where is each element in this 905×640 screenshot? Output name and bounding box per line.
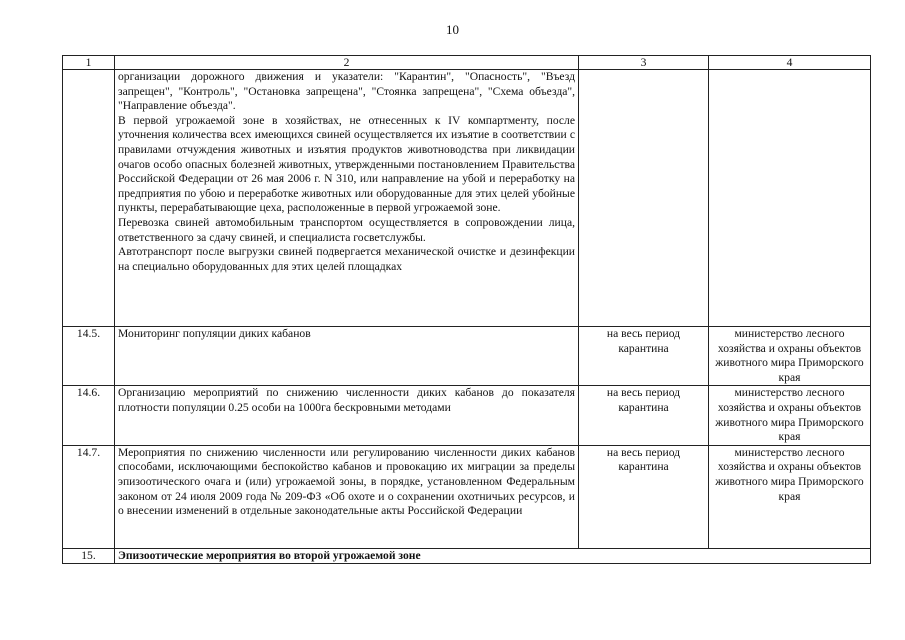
continuation-paragraph: организации дорожного движения и указатели: "Карантин", "Опасность", "Въезд запрещен", "Контроль", "Остановка запрещена", "Стоянка запрещена", "Схема объезда", "Направление объезда". xyxy=(118,70,575,113)
row-number: 14.7. xyxy=(63,445,115,548)
measures-table xyxy=(62,55,871,564)
continuation-period xyxy=(579,70,709,327)
row-responsible: министерство лесного хозяйства и охраны объектов животного мира Приморского края xyxy=(709,327,871,386)
row-measure: Организацию мероприятий по снижению численности диких кабанов до показателя плотности популяции 0.25 особи на 1000га бескровными методами xyxy=(115,386,579,445)
continuation-paragraph: Перевозка свиней автомобильным транспортом осуществляется в сопровождении лица, ответственного за сдачу свиней, и специалиста госветслужбы. xyxy=(118,215,575,244)
row-number: 14.5. xyxy=(63,327,115,386)
page-number: 10 xyxy=(446,22,459,37)
continuation-paragraph: В первой угрожаемой зоне в хозяйствах, не отнесенных к IV компартменту, после уточнения количества всех имеющихся свиней осуществляется их изъятие в соответствии с правилами отчуждения животных и изъятия продуктов животноводства при ликвидации очагов особо опасных болезней животных, утвержденными постановлением Правительства Российской Федерации от 26 мая 2006 г. N 310, или направление на убой и переработку на предприятия по убою и переработке животных или оборудованные для этих целей убойные пункты, перерабатывающие цеха, расположенные в первой угрожаемой зоне. xyxy=(118,113,575,215)
section-title: Эпизоотические мероприятия во второй угрожаемой зоне xyxy=(115,548,871,564)
row-measure: Мониторинг популяции диких кабанов xyxy=(115,327,579,386)
row-number: 14.6. xyxy=(63,386,115,445)
row-period: на весь период карантина xyxy=(579,386,709,445)
column-header-3: 3 xyxy=(579,56,709,70)
table-row xyxy=(63,327,871,386)
row-period: на весь период карантина xyxy=(579,327,709,386)
continuation-row xyxy=(63,70,871,327)
continuation-text xyxy=(115,70,579,327)
table-row xyxy=(63,445,871,548)
section-row xyxy=(63,548,871,564)
row-period: на весь период карантина xyxy=(579,445,709,548)
table-row xyxy=(63,386,871,445)
header-row xyxy=(63,56,871,70)
row-responsible: министерство лесного хозяйства и охраны объектов животного мира Приморского края xyxy=(709,386,871,445)
row-responsible: министерство лесного хозяйства и охраны объектов животного мира Приморского края xyxy=(709,445,871,548)
column-header-4: 4 xyxy=(709,56,871,70)
continuation-num xyxy=(63,70,115,327)
column-header-1: 1 xyxy=(63,56,115,70)
continuation-responsible xyxy=(709,70,871,327)
continuation-paragraph: Автотранспорт после выгрузки свиней подвергается механической очистке и дезинфекции на специально оборудованных для этих целей площадках xyxy=(118,245,575,273)
column-header-2: 2 xyxy=(115,56,579,70)
row-measure: Мероприятия по снижению численности или регулированию численности диких кабанов способами, исключающими беспокойство кабанов и провокацию их миграции за пределы эпизоотического очага и (или) угрожаемой зоны, в порядке, установленном Федеральным законом от 24 июля 2009 года № 209-ФЗ «Об охоте и о сохранении охотничьих ресурсов, и о внесении изменений в отдельные законодательные акты Российской Федерации xyxy=(115,445,579,548)
section-number: 15. xyxy=(63,548,115,564)
